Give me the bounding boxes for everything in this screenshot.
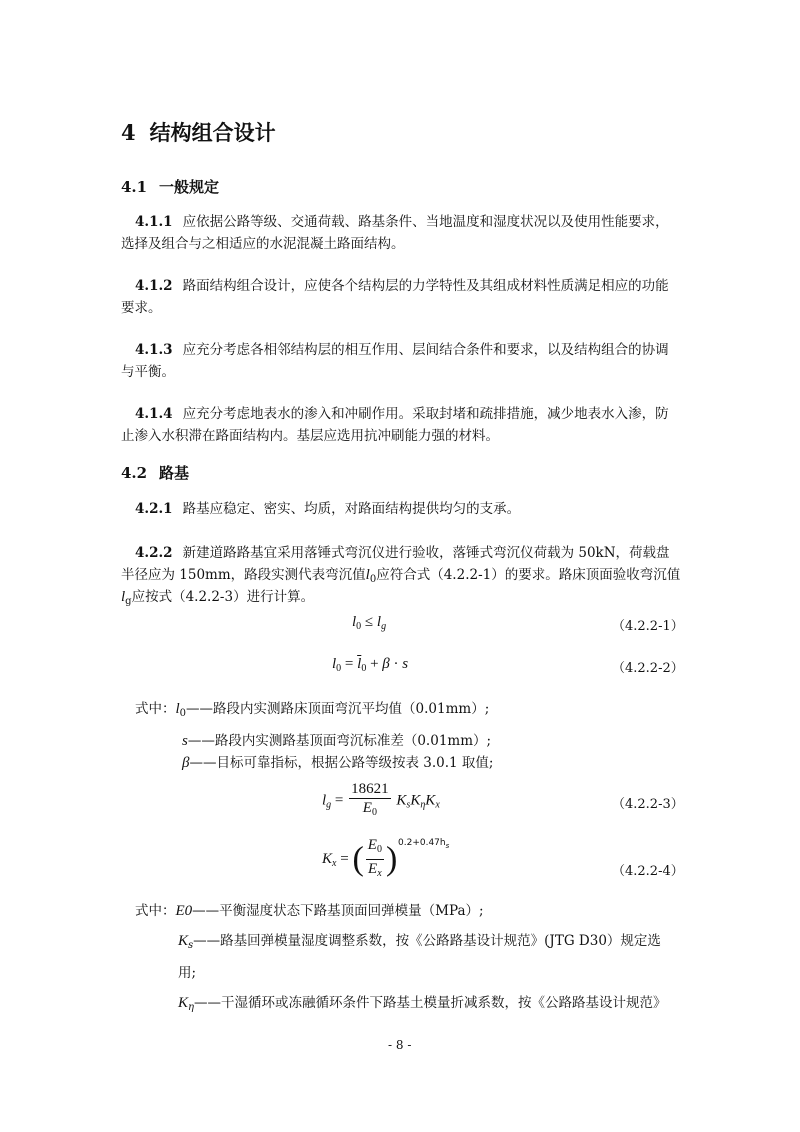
equation-4-2-2-2: $l_0 = \overline{l}_0 + \beta \cdot s$: [332, 656, 409, 674]
where-keta: $K_\eta——$干湿循环或冻融循环条件下路基土模量折减系数，按《公路路基设计规范》: [178, 995, 667, 1013]
clause-number: 4.1.3: [135, 342, 173, 358]
page-number: - 8 -: [388, 1038, 412, 1052]
where-ks: $K_s——$路基回弹模量湿度调整系数，按《公路路基设计规范》(JTG D30）规定选: [178, 933, 661, 951]
clause-text: 半径应为 150mm，路段实测代表弯沉值: [121, 567, 366, 583]
clause-text: 应充分考虑地表水的渗入和冲刷作用。采取封堵和疏排措施，减少地表水入渗，防: [182, 406, 669, 422]
clause-number: 4.2.2: [135, 545, 173, 561]
chapter-heading: [121, 117, 276, 147]
clause-text: 应符合式（4.2.2-1）的要求。路床顶面验收弯沉值: [376, 567, 681, 583]
equation-number: （4.2.2-3）: [612, 797, 684, 812]
clause-4-1-3-line1: [135, 339, 669, 361]
equation-number: （4.2.2-4）: [612, 864, 684, 879]
equation-number: （4.2.2-1）: [612, 619, 684, 634]
clause-4-1-2-line2: 要求。: [121, 300, 162, 316]
clause-number: 4.2.1: [135, 501, 173, 517]
section-title: 一般规定: [159, 178, 220, 196]
equation-4-2-2-3: $l_g$ = $\frac{18621}{E_0}$ $K_sK_\eta K_x$: [322, 781, 440, 818]
where-ks-cont: 用;: [178, 965, 197, 981]
clause-text: 应按式（4.2.2-3）进行计算。: [131, 589, 315, 605]
chapter-number: 4: [121, 120, 136, 145]
section-title: 路基: [159, 464, 190, 482]
clause-4-1-2-line1: [135, 275, 669, 297]
symbol-description: ——干湿循环或冻融循环条件下路基土模量折减系数，按《公路路基设计规范》: [194, 995, 667, 1011]
clause-4-1-4-line1: [135, 403, 669, 425]
clause-4-2-2-line1: [135, 542, 670, 564]
symbol-description: ——路段内实测路基顶面弯沉标准差（0.01mm）;: [187, 733, 492, 749]
clause-text: 应依据公路等级、交通荷载、路基条件、当地温度和湿度状况以及使用性能要求，: [182, 214, 669, 230]
clause-text: 应充分考虑各相邻结构层的相互作用、层间结合条件和要求，以及结构组合的协调: [182, 342, 669, 358]
chapter-title: 结构组合设计: [149, 120, 276, 145]
exponent-text: 0.2+0.47h: [398, 838, 446, 848]
clause-4-2-2-line3: $l_g$应按式（4.2.2-3）进行计算。: [121, 589, 315, 607]
equation-number: （4.2.2-2）: [612, 661, 684, 676]
clause-text: 新建道路路基宜采用落锤式弯沉仪进行验收，落锤式弯沉仪荷载为 50kN，荷载盘: [182, 545, 670, 561]
clause-text: 路面结构组合设计，应使各个结构层的力学特性及其组成材料性质满足相应的功能: [182, 278, 669, 294]
clause-4-1-1-line2: 选择及组合与之相适应的水泥混凝土路面结构。: [121, 236, 405, 252]
clause-number: 4.1.4: [135, 406, 173, 422]
section-number: 4.1: [121, 178, 148, 196]
clause-number: 4.1.1: [135, 214, 173, 230]
symbol-description: ——目标可靠指标，根据公路等级按表 3.0.1 取值;: [189, 755, 494, 771]
symbol-description: ——平衡湿度状态下路基顶面回弹模量（MPa）;: [192, 903, 484, 919]
where-beta: β——目标可靠指标，根据公路等级按表 3.0.1 取值;: [182, 755, 494, 771]
equation-4-2-2-1: $l_0 \le l_g$: [352, 614, 387, 632]
where-prefix: 式中：: [135, 903, 176, 919]
clause-4-2-1: [135, 498, 520, 520]
symbol-description: ——路基回弹模量湿度调整系数，按《公路路基设计规范》(JTG D30）规定选: [193, 933, 661, 949]
section-number: 4.2: [121, 464, 148, 482]
clause-text: 路基应稳定、密实、均质，对路面结构提供均匀的支承。: [182, 501, 521, 517]
section-heading-4-1: [121, 176, 219, 197]
where-s: s——路段内实测路基顶面弯沉标准差（0.01mm）;: [182, 733, 492, 749]
clause-4-1-1-line1: [135, 211, 669, 233]
clause-4-2-2-line2: 半径应为 150mm，路段实测代表弯沉值$l_0$应符合式（4.2.2-1）的要求。路床顶面验收弯沉值: [121, 567, 681, 585]
where-e0: 式中：E0——平衡湿度状态下路基顶面回弹模量（MPa）;: [135, 903, 484, 919]
equation-4-2-2-4: $K_x$ = ( $\frac{E_0}{E_x}$ ): [322, 837, 398, 879]
fraction-numerator: 18621: [351, 781, 389, 797]
where-l0: 式中：$l_0——$路段内实测路床顶面弯沉平均值（0.01mm）;: [135, 701, 490, 719]
where-prefix: 式中：: [135, 701, 176, 717]
clause-4-1-4-line2: 止渗入水积滞在路面结构内。基层应选用抗冲刷能力强的材料。: [121, 428, 499, 444]
symbol-description: ——路段内实测路床顶面弯沉平均值（0.01mm）;: [186, 701, 490, 717]
exponent: $0.2+0.47h_s$: [398, 838, 450, 850]
clause-4-1-3-line2: 与平衡。: [121, 364, 175, 380]
clause-number: 4.1.2: [135, 278, 173, 294]
section-heading-4-2: [121, 462, 189, 483]
